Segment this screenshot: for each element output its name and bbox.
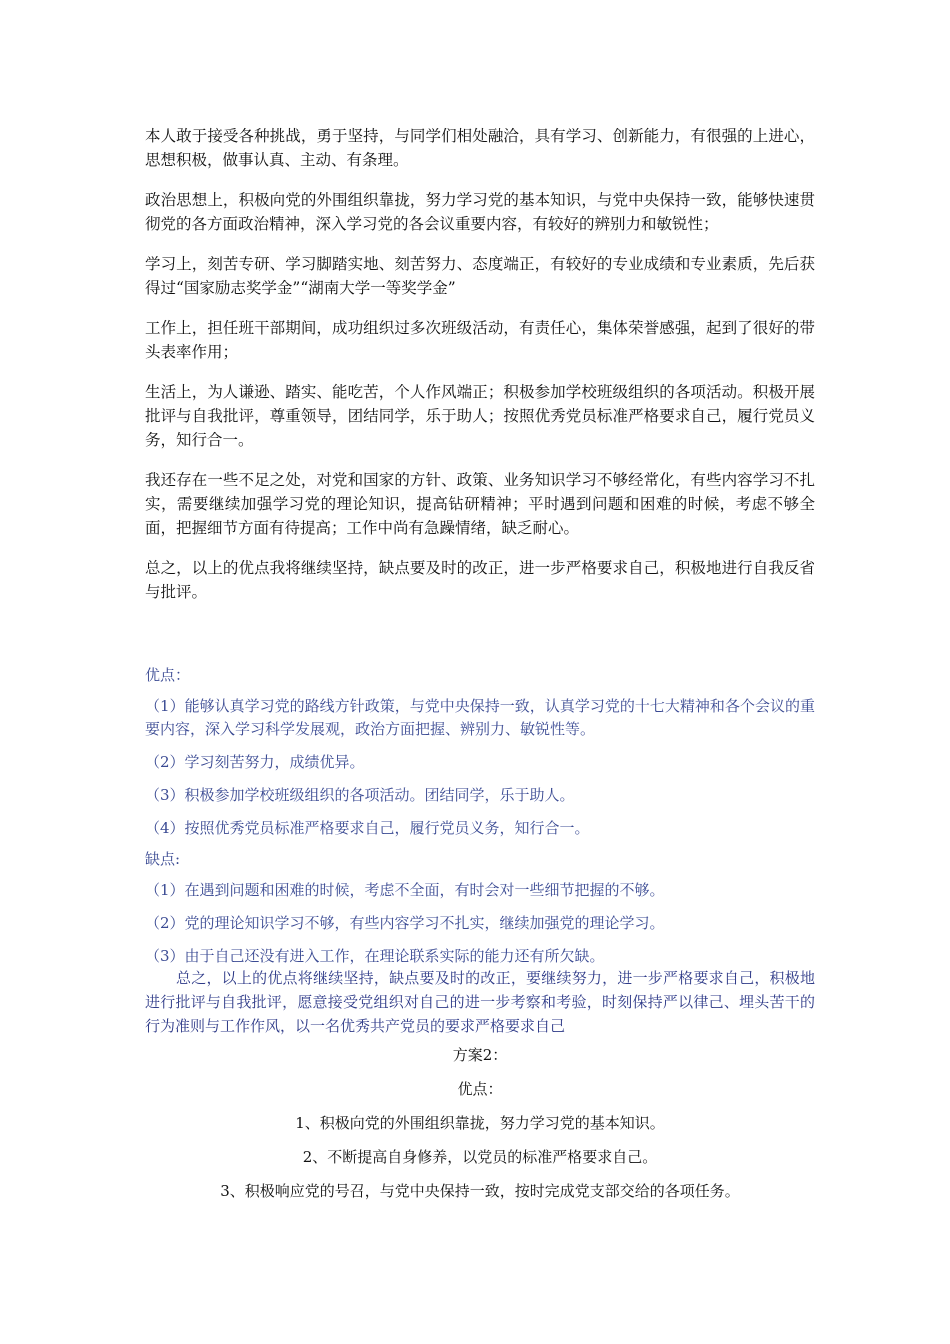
weaknesses-heading: 缺点:	[145, 850, 181, 868]
plan-2-section	[145, 1044, 815, 1214]
paragraph-politics: 政治思想上，积极向党的外围组织靠拢，努力学习党的基本知识，与党中央保持一致，能够快速贯彻党的各方面政治精神，深入学习党的各会议重要内容，有较好的辨别力和敏锐性；	[145, 191, 815, 233]
summary-paragraph: 总之，以上的优点将继续坚持，缺点要及时的改正，要继续努力，进一步严格要求自己，积极地进行批评与自我批评，愿意接受党组织对自己的进一步考察和考验，时刻保持严以律己、埋头苦干的行为准则与工作作风，以一名优秀共产党员的要求严格要求自己	[145, 969, 815, 1035]
strengths-weaknesses-section	[145, 664, 815, 978]
strengths-heading: 优点：	[145, 666, 191, 684]
strength-item: （4）按照优秀党员标准严格要求自己，履行党员义务，知行合一。	[145, 819, 590, 837]
strength-item: （2）学习刻苦努力，成绩优异。	[145, 753, 365, 771]
paragraph-intro: 本人敢于接受各种挑战，勇于坚持，与同学们相处融洽，具有学习、创新能力，有很强的上进心，思想积极，做事认真、主动、有条理。	[145, 127, 815, 169]
paragraph-study: 学习上，刻苦专研、学习脚踏实地、刻苦努力、态度端正，有较好的专业成绩和专业素质，先后获得过“国家励志奖学金”“湖南大学一等奖学金”	[145, 255, 815, 297]
plan-title: 方案2：	[452, 1046, 508, 1064]
paragraph-conclusion: 总之，以上的优点我将继续坚持，缺点要及时的改正，进一步严格要求自己，积极地进行自我反省与批评。	[145, 559, 815, 601]
plan-heading: 优点：	[457, 1080, 503, 1098]
strength-item: （1）能够认真学习党的路线方针政策，与党中央保持一致，认真学习党的十七大精神和各个会议的重要内容，深入学习科学发展观，政治方面把握、辨别力、敏锐性等。	[145, 697, 815, 738]
plan-item: 1、积极向党的外围组织靠拢，努力学习党的基本知识。	[295, 1114, 665, 1132]
paragraph-work: 工作上，担任班干部期间，成功组织过多次班级活动，有责任心，集体荣誉感强，起到了很好的带头表率作用；	[145, 319, 815, 361]
weakness-item: （3）由于自己还没有进入工作，在理论联系实际的能力还有所欠缺。	[145, 947, 605, 965]
plan-item: 2、不断提高自身修养，以党员的标准严格要求自己。	[302, 1148, 658, 1166]
strength-item: （3）积极参加学校班级组织的各项活动。团结同学，乐于助人。	[145, 786, 575, 804]
plan-item: 3、积极响应党的号召，与党中央保持一致，按时完成党支部交给的各项任务。	[220, 1182, 740, 1200]
paragraph-life: 生活上，为人谦逊、踏实、能吃苦，个人作风端正；积极参加学校班级组织的各项活动。积极开展批评与自我批评，尊重领导，团结同学，乐于助人；按照优秀党员标准严格要求自己，履行党员义务，知行合一。	[145, 383, 815, 449]
weakness-item: （1）在遇到问题和困难的时候，考虑不全面，有时会对一些细节把握的不够。	[145, 881, 665, 899]
self-evaluation-body	[145, 124, 815, 620]
weakness-item: （2）党的理论知识学习不够，有些内容学习不扎实，继续加强党的理论学习。	[145, 914, 665, 932]
paragraph-shortcomings: 我还存在一些不足之处，对党和国家的方针、政策、业务知识学习不够经常化，有些内容学习不扎实，需要继续加强学习党的理论知识，提高钻研精神；平时遇到问题和困难的时候，考虑不够全面，把握细节方面有待提高；工作中尚有急躁情绪，缺乏耐心。	[145, 471, 815, 537]
